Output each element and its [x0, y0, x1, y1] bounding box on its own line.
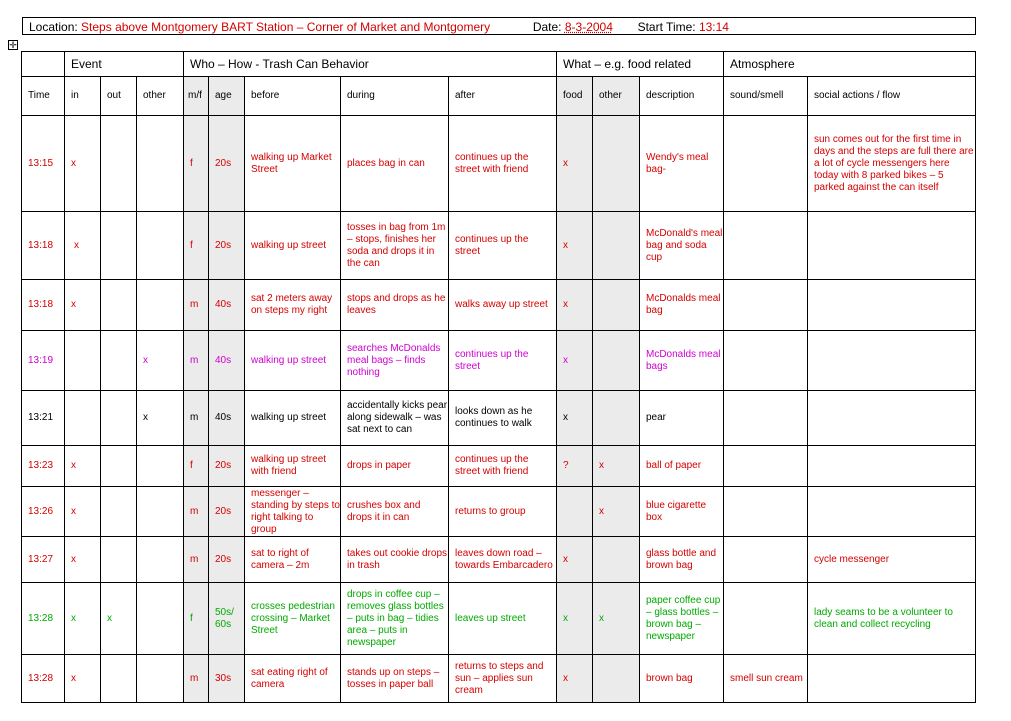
- cell-food: x: [557, 655, 593, 703]
- table-row: [22, 116, 976, 212]
- cell-out: [101, 116, 137, 212]
- cell-food: [557, 487, 593, 537]
- cell-description: McDonalds meal bags: [640, 331, 724, 391]
- cell-age: 20s: [209, 446, 245, 487]
- cell-out: [101, 537, 137, 583]
- cell-after: returns to steps and sun – applies sun cream: [449, 655, 557, 703]
- cell-other: [137, 116, 184, 212]
- table-row: [22, 391, 976, 446]
- cell-sound-smell: [724, 583, 808, 655]
- cell-description: paper coffee cup – glass bottles – brown bag – newspaper: [640, 583, 724, 655]
- cell-mf: f: [184, 446, 209, 487]
- cell-in: x: [65, 280, 101, 331]
- cell-out: [101, 655, 137, 703]
- cell-food: x: [557, 212, 593, 280]
- table-move-handle-icon[interactable]: ✛: [9, 40, 17, 50]
- cell-other-what: [593, 391, 640, 446]
- cell-other: [137, 655, 184, 703]
- cell-sound-smell: [724, 537, 808, 583]
- cell-mf: f: [184, 116, 209, 212]
- location-value: Steps above Montgomery BART Station – Corner of Market and Montgomery: [81, 20, 491, 34]
- cell-time: 13:28: [22, 655, 65, 703]
- table-row: [22, 487, 976, 537]
- cell-social: sun comes out for the first time in days and the steps are full there are a lot of cycle messengers here today with 8 parked bikes – 5 parked against the can itself: [808, 116, 976, 212]
- cell-other-what: x: [593, 583, 640, 655]
- col-header-age: age: [209, 77, 245, 116]
- cell-out: [101, 446, 137, 487]
- cell-mf: m: [184, 391, 209, 446]
- cell-in: [65, 391, 101, 446]
- cell-time: 13:28: [22, 583, 65, 655]
- table-row: [22, 583, 976, 655]
- cell-in: x: [65, 655, 101, 703]
- cell-other-what: [593, 331, 640, 391]
- col-header-during: during: [341, 77, 449, 116]
- cell-other-what: [593, 655, 640, 703]
- cell-before: walking up street: [245, 391, 341, 446]
- table-row: [22, 212, 976, 280]
- cell-age: 40s: [209, 280, 245, 331]
- date-value: 8-3-2004: [564, 20, 613, 34]
- cell-in: x: [65, 583, 101, 655]
- cell-during: crushes box and drops it in can: [341, 487, 449, 537]
- cell-sound-smell: [724, 212, 808, 280]
- cell-out: [101, 212, 137, 280]
- cell-during: places bag in can: [341, 116, 449, 212]
- cell-age: 30s: [209, 655, 245, 703]
- cell-before: crosses pedestrian crossing – Market Street: [245, 583, 341, 655]
- cell-before: walking up street with friend: [245, 446, 341, 487]
- group-header-event: Event: [65, 52, 184, 77]
- cell-sound-smell: [724, 446, 808, 487]
- cell-age: 20s: [209, 487, 245, 537]
- cell-after: leaves down road – towards Embarcadero: [449, 537, 557, 583]
- cell-time: 13:27: [22, 537, 65, 583]
- location-header: [22, 17, 976, 35]
- group-header-row: [22, 52, 976, 77]
- cell-out: [101, 487, 137, 537]
- cell-age: 20s: [209, 212, 245, 280]
- cell-description: McDonald's meal bag and soda cup: [640, 212, 724, 280]
- cell-sound-smell: smell sun cream: [724, 655, 808, 703]
- cell-social: [808, 446, 976, 487]
- cell-other: [137, 537, 184, 583]
- cell-during: tosses in bag from 1m – stops, finishes her soda and drops it in the can: [341, 212, 449, 280]
- cell-sound-smell: [724, 280, 808, 331]
- cell-other: [137, 212, 184, 280]
- cell-other: [137, 446, 184, 487]
- cell-during: takes out cookie drops in trash: [341, 537, 449, 583]
- col-header-social: social actions / flow: [808, 77, 976, 116]
- cell-age: 20s: [209, 537, 245, 583]
- cell-food: x: [557, 280, 593, 331]
- cell-in: x: [65, 537, 101, 583]
- cell-description: blue cigarette box: [640, 487, 724, 537]
- cell-time: 13:15: [22, 116, 65, 212]
- cell-time: 13:23: [22, 446, 65, 487]
- cell-time: 13:18: [22, 280, 65, 331]
- cell-mf: m: [184, 537, 209, 583]
- cell-before: walking up street: [245, 331, 341, 391]
- cell-sound-smell: [724, 391, 808, 446]
- cell-in: x: [65, 446, 101, 487]
- cell-before: sat 2 meters away on steps my right: [245, 280, 341, 331]
- cell-after: returns to group: [449, 487, 557, 537]
- cell-before: messenger – standing by steps to right talking to group: [245, 487, 341, 537]
- cell-out: [101, 331, 137, 391]
- cell-description: brown bag: [640, 655, 724, 703]
- col-header-mf: m/f: [184, 77, 209, 116]
- cell-food: x: [557, 331, 593, 391]
- col-header-in: in: [65, 77, 101, 116]
- cell-during: stops and drops as he leaves: [341, 280, 449, 331]
- table-row: [22, 331, 976, 391]
- cell-mf: f: [184, 583, 209, 655]
- start-time-value: 13:14: [698, 20, 729, 34]
- cell-food: x: [557, 537, 593, 583]
- cell-after: continues up the street with friend: [449, 116, 557, 212]
- cell-after: looks down as he continues to walk: [449, 391, 557, 446]
- group-header-atmosphere: Atmosphere: [724, 52, 976, 77]
- cell-before: sat to right of camera – 2m: [245, 537, 341, 583]
- cell-description: pear: [640, 391, 724, 446]
- cell-age: 50s/ 60s: [209, 583, 245, 655]
- cell-other: [137, 487, 184, 537]
- cell-food: ?: [557, 446, 593, 487]
- cell-social: [808, 487, 976, 537]
- cell-out: [101, 280, 137, 331]
- cell-out: [101, 391, 137, 446]
- cell-in: [65, 331, 101, 391]
- group-header-blank: [22, 52, 65, 77]
- cell-description: ball of paper: [640, 446, 724, 487]
- cell-before: walking up street: [245, 212, 341, 280]
- table-row: [22, 655, 976, 703]
- table-row: [22, 446, 976, 487]
- date-label: Date:: [532, 20, 562, 34]
- cell-other: x: [137, 391, 184, 446]
- cell-sound-smell: [724, 331, 808, 391]
- cell-other-what: x: [593, 487, 640, 537]
- cell-age: 20s: [209, 116, 245, 212]
- cell-social: lady seams to be a volunteer to clean and collect recycling: [808, 583, 976, 655]
- cell-during: stands up on steps – tosses in paper ball: [341, 655, 449, 703]
- cell-time: 13:19: [22, 331, 65, 391]
- cell-during: drops in coffee cup – removes glass bottles – puts in bag – tidies area – puts in newspaper: [341, 583, 449, 655]
- col-header-out: out: [101, 77, 137, 116]
- cell-age: 40s: [209, 391, 245, 446]
- cell-out: x: [101, 583, 137, 655]
- cell-sound-smell: [724, 116, 808, 212]
- start-time-label: Start Time:: [637, 20, 696, 34]
- col-header-sound-smell: sound/smell: [724, 77, 808, 116]
- cell-age: 40s: [209, 331, 245, 391]
- cell-food: x: [557, 116, 593, 212]
- cell-time: 13:26: [22, 487, 65, 537]
- cell-before: sat eating right of camera: [245, 655, 341, 703]
- cell-other: [137, 583, 184, 655]
- col-header-before: before: [245, 77, 341, 116]
- col-header-other: other: [137, 77, 184, 116]
- cell-mf: f: [184, 212, 209, 280]
- cell-other-what: [593, 212, 640, 280]
- cell-sound-smell: [724, 487, 808, 537]
- cell-mf: m: [184, 280, 209, 331]
- cell-social: [808, 655, 976, 703]
- table-row: [22, 280, 976, 331]
- cell-other-what: [593, 116, 640, 212]
- cell-during: accidentally kicks pear along sidewalk – was sat next to can: [341, 391, 449, 446]
- cell-description: McDonalds meal bag: [640, 280, 724, 331]
- column-header-row: [22, 77, 976, 116]
- cell-social: [808, 212, 976, 280]
- cell-after: continues up the street with friend: [449, 446, 557, 487]
- cell-food: x: [557, 583, 593, 655]
- cell-in: x: [65, 212, 101, 280]
- cell-after: leaves up street: [449, 583, 557, 655]
- observation-table: [21, 51, 976, 703]
- cell-in: x: [65, 487, 101, 537]
- cell-during: searches McDonalds meal bags – finds nothing: [341, 331, 449, 391]
- cell-time: 13:18: [22, 212, 65, 280]
- col-header-description: description: [640, 77, 724, 116]
- cell-social: [808, 391, 976, 446]
- col-header-after: after: [449, 77, 557, 116]
- cell-other-what: x: [593, 446, 640, 487]
- location-label: Location:: [29, 20, 78, 34]
- cell-mf: m: [184, 331, 209, 391]
- cell-description: glass bottle and brown bag: [640, 537, 724, 583]
- cell-time: 13:21: [22, 391, 65, 446]
- col-header-food: food: [557, 77, 593, 116]
- cell-after: continues up the street: [449, 212, 557, 280]
- cell-other-what: [593, 537, 640, 583]
- group-header-who: Who – How - Trash Can Behavior: [184, 52, 557, 77]
- cell-social: cycle messenger: [808, 537, 976, 583]
- cell-after: continues up the street: [449, 331, 557, 391]
- cell-other: [137, 280, 184, 331]
- cell-before: walking up Market Street: [245, 116, 341, 212]
- cell-food: x: [557, 391, 593, 446]
- table-body: [22, 116, 976, 703]
- col-header-time: Time: [22, 77, 65, 116]
- col-header-other-what: other: [593, 77, 640, 116]
- cell-in: x: [65, 116, 101, 212]
- cell-mf: m: [184, 487, 209, 537]
- cell-other: x: [137, 331, 184, 391]
- cell-other-what: [593, 280, 640, 331]
- cell-during: drops in paper: [341, 446, 449, 487]
- table-row: [22, 537, 976, 583]
- cell-social: [808, 331, 976, 391]
- cell-social: [808, 280, 976, 331]
- cell-after: walks away up street: [449, 280, 557, 331]
- group-header-what: What – e.g. food related: [557, 52, 724, 77]
- cell-mf: m: [184, 655, 209, 703]
- cell-description: Wendy's meal bag-: [640, 116, 724, 212]
